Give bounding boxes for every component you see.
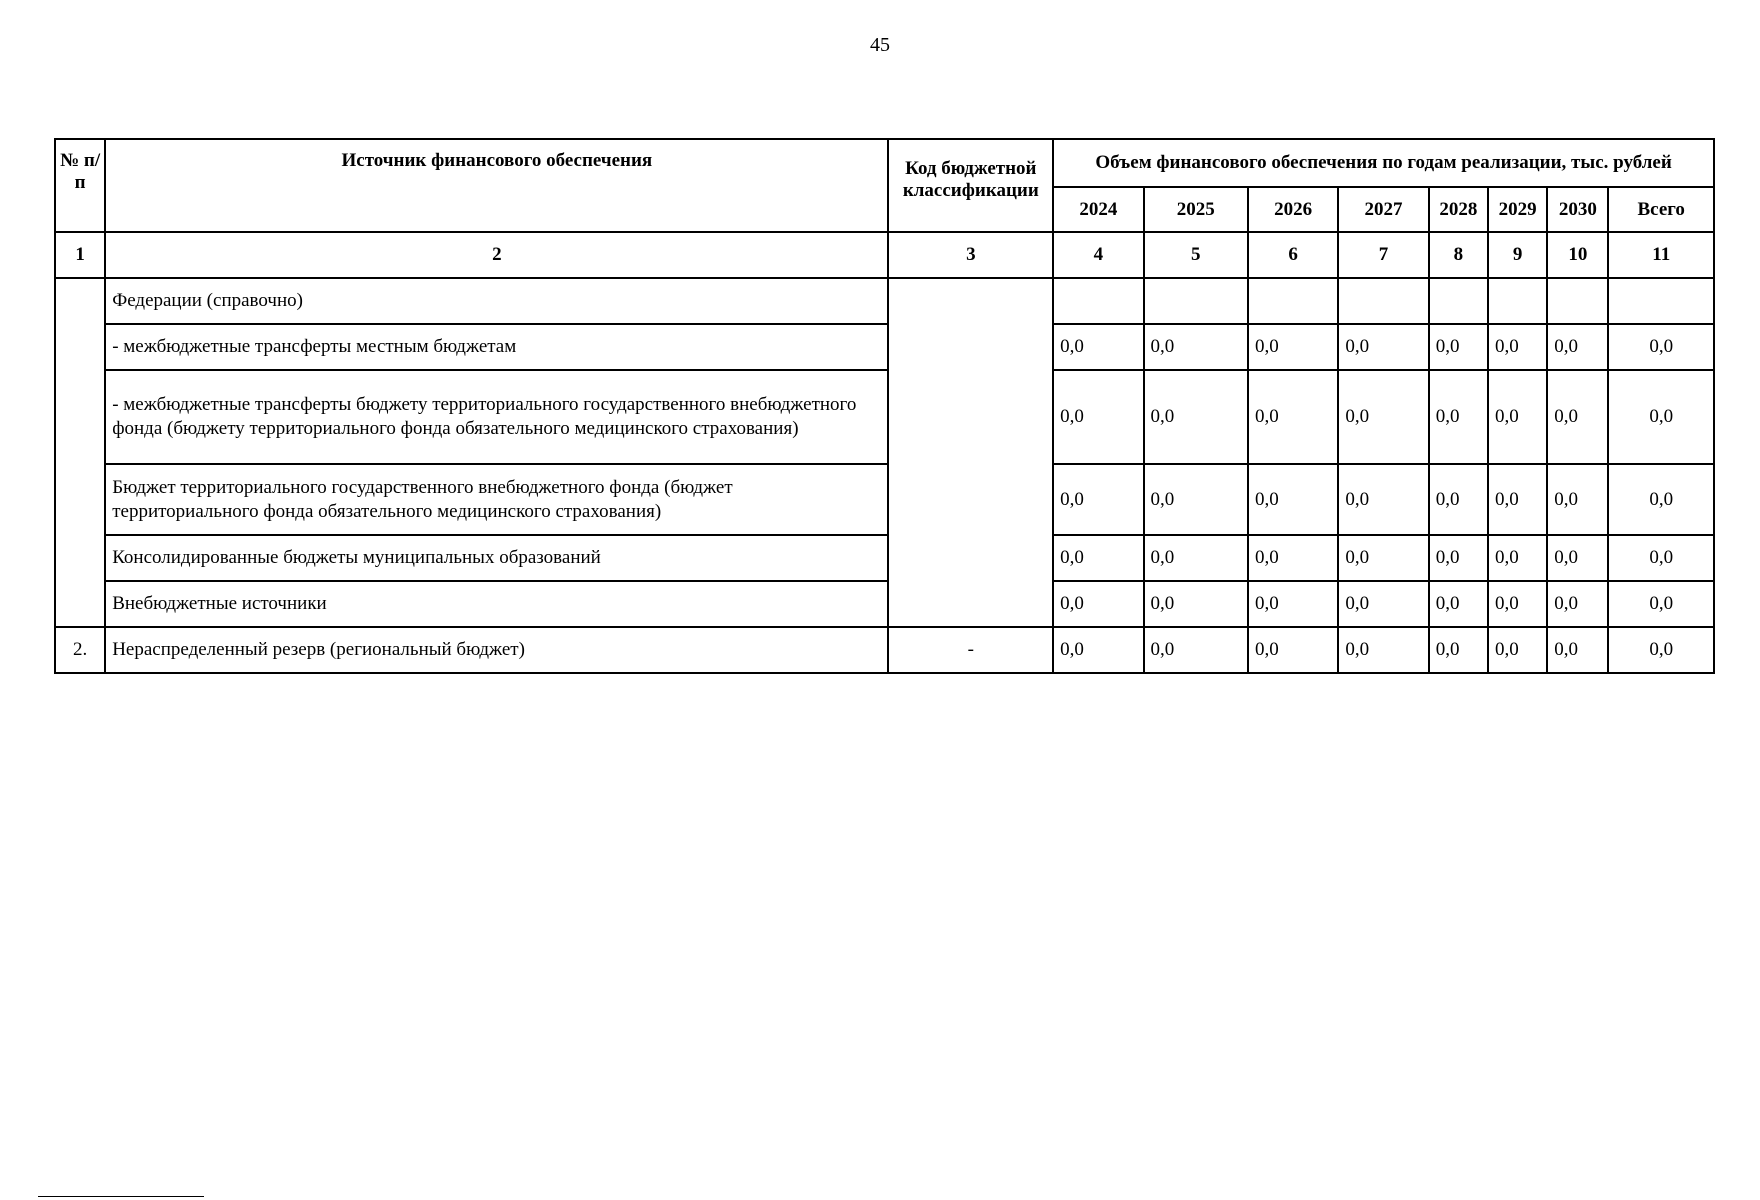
total-cell xyxy=(1608,278,1714,324)
value-cell xyxy=(1488,278,1547,324)
value-cell: 0,0 xyxy=(1053,535,1143,581)
total-cell: 0,0 xyxy=(1608,581,1714,627)
table-row xyxy=(55,370,1714,464)
value-cell: 0,0 xyxy=(1144,324,1248,370)
value-cell: 0,0 xyxy=(1429,581,1488,627)
value-cell: 0,0 xyxy=(1547,370,1608,464)
value-cell: 0,0 xyxy=(1053,627,1143,673)
value-cell: 0,0 xyxy=(1144,370,1248,464)
value-cell: 0,0 xyxy=(1429,370,1488,464)
value-cell: 0,0 xyxy=(1429,324,1488,370)
column-number: 11 xyxy=(1608,232,1714,278)
header-volume: Объем финансового обеспечения по годам реализации, тыс. рублей xyxy=(1053,139,1714,187)
value-cell: 0,0 xyxy=(1338,581,1428,627)
value-cell: 0,0 xyxy=(1338,324,1428,370)
value-cell: 0,0 xyxy=(1248,324,1338,370)
row-source: - межбюджетные трансферты бюджету территориального государственного внебюджетного фонда (бюджету территориального фонда обязательного медицинского страхования) xyxy=(105,370,888,464)
header-year-2024: 2024 xyxy=(1053,187,1143,232)
column-number: 2 xyxy=(105,232,888,278)
table-row xyxy=(55,278,1714,324)
value-cell: 0,0 xyxy=(1488,535,1547,581)
total-cell: 0,0 xyxy=(1608,324,1714,370)
value-cell: 0,0 xyxy=(1338,370,1428,464)
table-row xyxy=(55,464,1714,535)
financing-table xyxy=(54,138,1715,674)
table-row xyxy=(55,535,1714,581)
value-cell: 0,0 xyxy=(1144,535,1248,581)
value-cell: 0,0 xyxy=(1144,627,1248,673)
header-year-2027: 2027 xyxy=(1338,187,1428,232)
column-number: 1 xyxy=(55,232,105,278)
row-number: 2. xyxy=(55,627,105,673)
value-cell: 0,0 xyxy=(1488,370,1547,464)
column-number: 7 xyxy=(1338,232,1428,278)
value-cell: 0,0 xyxy=(1144,581,1248,627)
value-cell: 0,0 xyxy=(1248,627,1338,673)
table-row xyxy=(55,581,1714,627)
value-cell: 0,0 xyxy=(1144,464,1248,535)
value-cell: 0,0 xyxy=(1053,324,1143,370)
value-cell: 0,0 xyxy=(1338,535,1428,581)
value-cell: 0,0 xyxy=(1248,581,1338,627)
value-cell: 0,0 xyxy=(1547,581,1608,627)
value-cell: 0,0 xyxy=(1248,464,1338,535)
value-cell xyxy=(1248,278,1338,324)
row-kbk xyxy=(888,278,1053,627)
total-cell: 0,0 xyxy=(1608,370,1714,464)
column-number: 8 xyxy=(1429,232,1488,278)
value-cell: 0,0 xyxy=(1338,464,1428,535)
header-total: Всего xyxy=(1608,187,1714,232)
row-source: - межбюджетные трансферты местным бюджетам xyxy=(105,324,888,370)
row-source: Внебюджетные источники xyxy=(105,581,888,627)
value-cell: 0,0 xyxy=(1547,627,1608,673)
value-cell: 0,0 xyxy=(1547,324,1608,370)
table-row xyxy=(55,324,1714,370)
value-cell: 0,0 xyxy=(1053,464,1143,535)
value-cell: 0,0 xyxy=(1338,627,1428,673)
value-cell: 0,0 xyxy=(1248,535,1338,581)
value-cell: 0,0 xyxy=(1488,324,1547,370)
value-cell: 0,0 xyxy=(1547,464,1608,535)
row-source: Консолидированные бюджеты муниципальных образований xyxy=(105,535,888,581)
header-year-2026: 2026 xyxy=(1248,187,1338,232)
value-cell: 0,0 xyxy=(1488,581,1547,627)
value-cell: 0,0 xyxy=(1429,464,1488,535)
value-cell xyxy=(1338,278,1428,324)
column-number: 9 xyxy=(1488,232,1547,278)
value-cell xyxy=(1053,278,1143,324)
page-number: 45 xyxy=(870,34,890,56)
value-cell: 0,0 xyxy=(1053,581,1143,627)
header-source: Источник финансового обеспечения xyxy=(105,139,888,232)
value-cell: 0,0 xyxy=(1547,535,1608,581)
row-source: Нераспределенный резерв (региональный бюджет) xyxy=(105,627,888,673)
column-number: 10 xyxy=(1547,232,1608,278)
header-year-2028: 2028 xyxy=(1429,187,1488,232)
value-cell xyxy=(1144,278,1248,324)
row-number xyxy=(55,278,105,627)
value-cell: 0,0 xyxy=(1429,535,1488,581)
footnote-separator xyxy=(38,1196,204,1197)
row-source: Бюджет территориального государственного внебюджетного фонда (бюджет территориального фонда обязательного медицинского страхования) xyxy=(105,464,888,535)
total-cell: 0,0 xyxy=(1608,464,1714,535)
total-cell: 0,0 xyxy=(1608,627,1714,673)
header-year-2030: 2030 xyxy=(1547,187,1608,232)
value-cell: 0,0 xyxy=(1488,627,1547,673)
value-cell: 0,0 xyxy=(1053,370,1143,464)
value-cell xyxy=(1547,278,1608,324)
value-cell xyxy=(1429,278,1488,324)
total-cell: 0,0 xyxy=(1608,535,1714,581)
header-year-2029: 2029 xyxy=(1488,187,1547,232)
column-number: 4 xyxy=(1053,232,1143,278)
value-cell: 0,0 xyxy=(1248,370,1338,464)
header-num: № п/п xyxy=(55,139,105,232)
header-kbk: Код бюджетной классификации xyxy=(888,139,1053,232)
value-cell: 0,0 xyxy=(1488,464,1547,535)
column-number: 5 xyxy=(1144,232,1248,278)
header-year-2025: 2025 xyxy=(1144,187,1248,232)
row-kbk: - xyxy=(888,627,1053,673)
table-row xyxy=(55,627,1714,673)
value-cell: 0,0 xyxy=(1429,627,1488,673)
row-source: Федерации (справочно) xyxy=(105,278,888,324)
column-number: 3 xyxy=(888,232,1053,278)
column-number: 6 xyxy=(1248,232,1338,278)
